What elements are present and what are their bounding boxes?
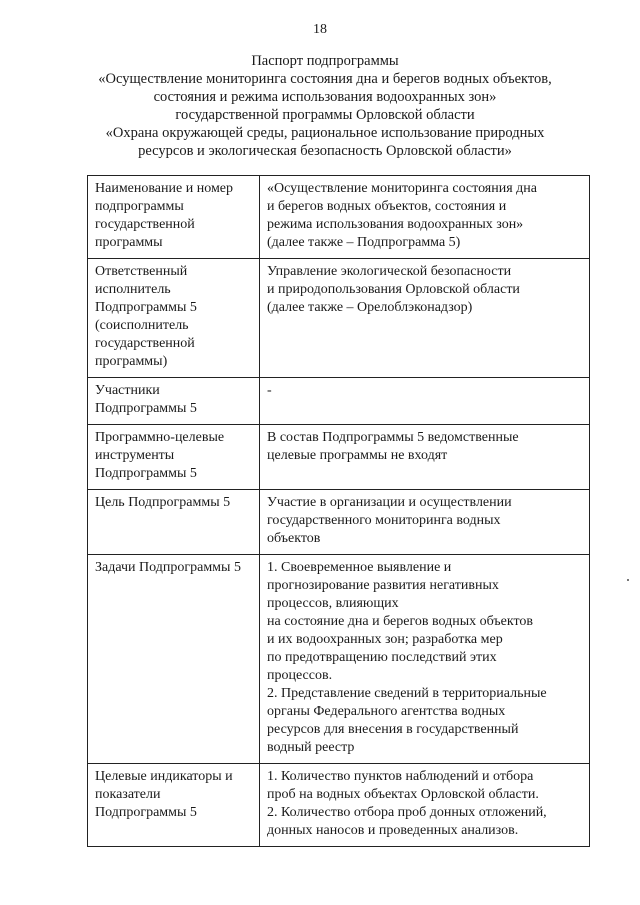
title-line: состояния и режима использования водоохранных зон» [153,89,497,105]
row-label-cell [88,378,260,425]
label-line: Подпрограммы 5 [95,401,197,416]
value-line: 1. Количество пунктов наблюдений и отбора [267,769,534,784]
label-line: программы [95,235,163,250]
title-line: государственной программы Орловской области [175,107,475,123]
title-line: «Охрана окружающей среды, рациональное использование природных [105,125,545,141]
row-label-cell [88,176,260,259]
row-value-cell [260,425,590,490]
label-line: Программно-целевые [95,430,225,445]
value-line: и их водоохранных зон; разработка мер [267,632,503,647]
table-row [88,259,590,378]
title-line: Паспорт подпрограммы [251,53,399,69]
row-value-cell [260,490,590,555]
label-line: Наименование и номер [95,181,234,196]
value-line: органы Федерального агентства водных [267,704,506,719]
value-line: 2. Представление сведений в территориальные [267,686,547,701]
passport-table-body [88,176,590,847]
row-value-cell [260,176,590,259]
value-line: режима использования водоохранных зон» [267,217,524,232]
value-line: (далее также – Подпрограмма 5) [267,235,461,250]
value-line: процессов. [267,668,333,683]
label-line: государственной [95,217,195,232]
label-line: программы) [95,354,168,369]
table-row [88,378,590,425]
table-row [88,490,590,555]
table-row [88,555,590,764]
value-line: по предотвращению последствий этих [267,650,497,665]
value-line: проб на водных объектах Орловской области. [267,787,539,802]
label-line: инструменты [95,448,175,463]
value-line: государственного мониторинга водных [267,513,501,528]
value-line: - [267,383,272,398]
row-value-cell [260,764,590,847]
label-line: показатели [95,787,161,802]
row-value-cell [260,555,590,764]
value-line: объектов [267,531,321,546]
label-line: подпрограммы [95,199,184,214]
row-label-cell [88,425,260,490]
label-line: государственной [95,336,195,351]
label-line: Целевые индикаторы и [95,769,233,784]
label-line: Задачи Подпрограммы 5 [95,560,241,575]
label-line: Подпрограммы 5 [95,805,197,820]
passport-table [87,175,590,847]
label-line: Ответственный [95,264,188,279]
page-number: 18 [313,22,327,37]
value-line: и природопользования Орловской области [267,282,520,297]
row-label-cell [88,490,260,555]
value-line: Управление экологической безопасности [267,264,512,279]
row-label-cell [88,259,260,378]
value-line: целевые программы не входят [267,448,448,463]
row-value-cell [260,259,590,378]
value-line: «Осуществление мониторинга состояния дна [267,181,537,196]
value-line: 2. Количество отбора проб донных отложений, [267,805,547,820]
value-line: Участие в организации и осуществлении [267,495,512,510]
row-label-cell [88,555,260,764]
title-line: ресурсов и экологическая безопасность Орловской области» [138,143,512,159]
table-row [88,425,590,490]
value-line: донных наносов и проведенных анализов. [267,823,519,838]
label-line: Участники [95,383,160,398]
value-line: на состояние дна и берегов водных объектов [267,614,533,629]
table-row [88,176,590,259]
value-line: и берегов водных объектов, состояния и [267,199,507,214]
value-line: прогнозирование развития негативных [267,578,499,593]
value-line: ресурсов для внесения в государственный [267,722,519,737]
value-line: В состав Подпрограммы 5 ведомственные [267,430,519,445]
label-line: Цель Подпрограммы 5 [95,495,231,510]
row-value-cell [260,378,590,425]
value-line: процессов, влияющих [267,596,399,611]
label-line: Подпрограммы 5 [95,466,197,481]
title-line: «Осуществление мониторинга состояния дна и берегов водных объектов, [98,71,552,87]
subprogram-passport-title [60,52,590,160]
table-row [88,764,590,847]
value-line: 1. Своевременное выявление и [267,560,452,575]
value-line: водный реестр [267,740,355,755]
row-label-cell [88,764,260,847]
label-line: исполнитель [95,282,171,297]
label-line: Подпрограммы 5 [95,300,197,315]
value-line: (далее также – Орелоблэконадзор) [267,300,473,315]
label-line: (соисполнитель [95,318,189,333]
scan-speck [627,579,629,581]
